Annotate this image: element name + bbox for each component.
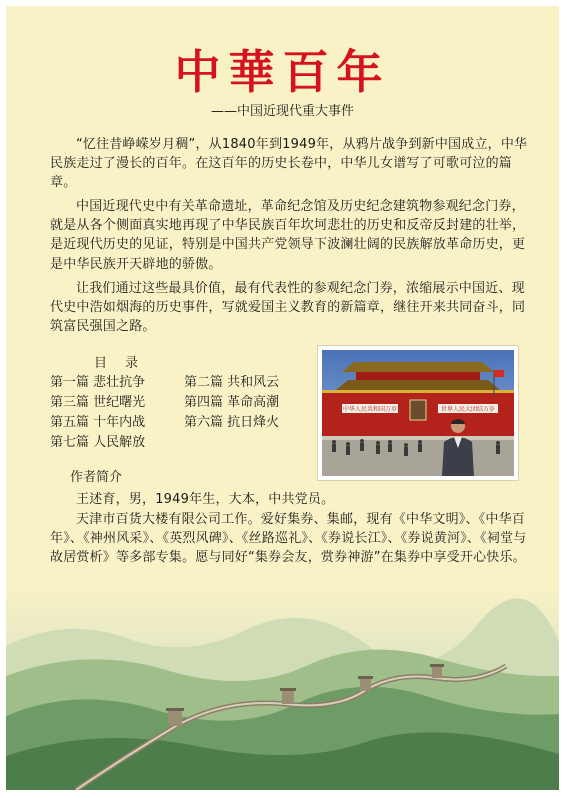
toc-row	[50, 433, 320, 453]
toc-row	[50, 413, 320, 433]
toc-row	[50, 393, 320, 413]
page-title: 中華百年	[174, 45, 391, 99]
toc-item: 第三篇 世纪曙光	[50, 395, 146, 410]
table-of-contents	[50, 373, 320, 453]
document-page	[6, 6, 559, 790]
author-line-1: 王述育，男，1949年生，大本，中共党员。	[76, 492, 335, 507]
toc-item: 第五篇 十年内战	[50, 415, 146, 430]
toc-item: 第六篇 抗日烽火	[184, 415, 280, 430]
toc-heading: 目录	[94, 356, 157, 371]
toc-item: 第七篇 人民解放	[50, 435, 146, 450]
banner-right-text: 世界人民大团结万岁	[440, 406, 496, 413]
page-subtitle: ——中国近现代重大事件	[210, 104, 354, 119]
intro-paragraph-3: 让我们通过这些最具价值，最有代表性的参观纪念门券，浓缩展示中国近、现代史中浩如烟海的历史事件，写就爱国主义教育的新篇章，继往开来共同奋斗，同筑富民强国之路。	[50, 281, 526, 335]
intro-paragraph-1: “忆往昔峥嵘岁月稠”，从1840年到1949年，从鸦片战争到新中国成立，中华民族走过了漫长的百年。在这百年的历史长卷中，中华儿女谱写了可歌可泣的篇章。	[50, 137, 528, 191]
author-line-2: 天津市百货大楼有限公司工作。爱好集券、集邮，现有《中华文明》、《中华百年》、《神州风采》、《英烈风碑》、《丝路巡礼》、《券说长江》、《券说黄河》、《祠堂与故居赏析》等多部专集。愿与同好“集券会友，赏券神游”在集券中享受开心快乐。	[50, 512, 527, 566]
tiananmen-photo	[318, 346, 518, 480]
toc-item: 第二篇 共和风云	[184, 375, 280, 390]
intro-paragraph-2: 中国近现代史中有关革命遗址，革命纪念馆及历史纪念建筑物参观纪念门券，就是从各个侧面真实地再现了中华民族百年坎坷悲壮的历史和反帝反封建的壮举，是近现代历史的见证，特别是中国共产党领导下波澜壮阔的民族解放革命历史，更是中华民族开天辟地的骄傲。	[50, 199, 526, 272]
toc-item: 第四篇 革命高潮	[184, 395, 280, 410]
toc-row	[50, 373, 320, 393]
toc-item: 第一篇 悲壮抗争	[50, 375, 146, 390]
banner-left-text: 中华人民共和国万岁	[342, 406, 398, 413]
photo-image	[322, 350, 514, 476]
author-heading: 作者简介	[70, 470, 123, 485]
great-wall-illustration	[6, 586, 559, 790]
